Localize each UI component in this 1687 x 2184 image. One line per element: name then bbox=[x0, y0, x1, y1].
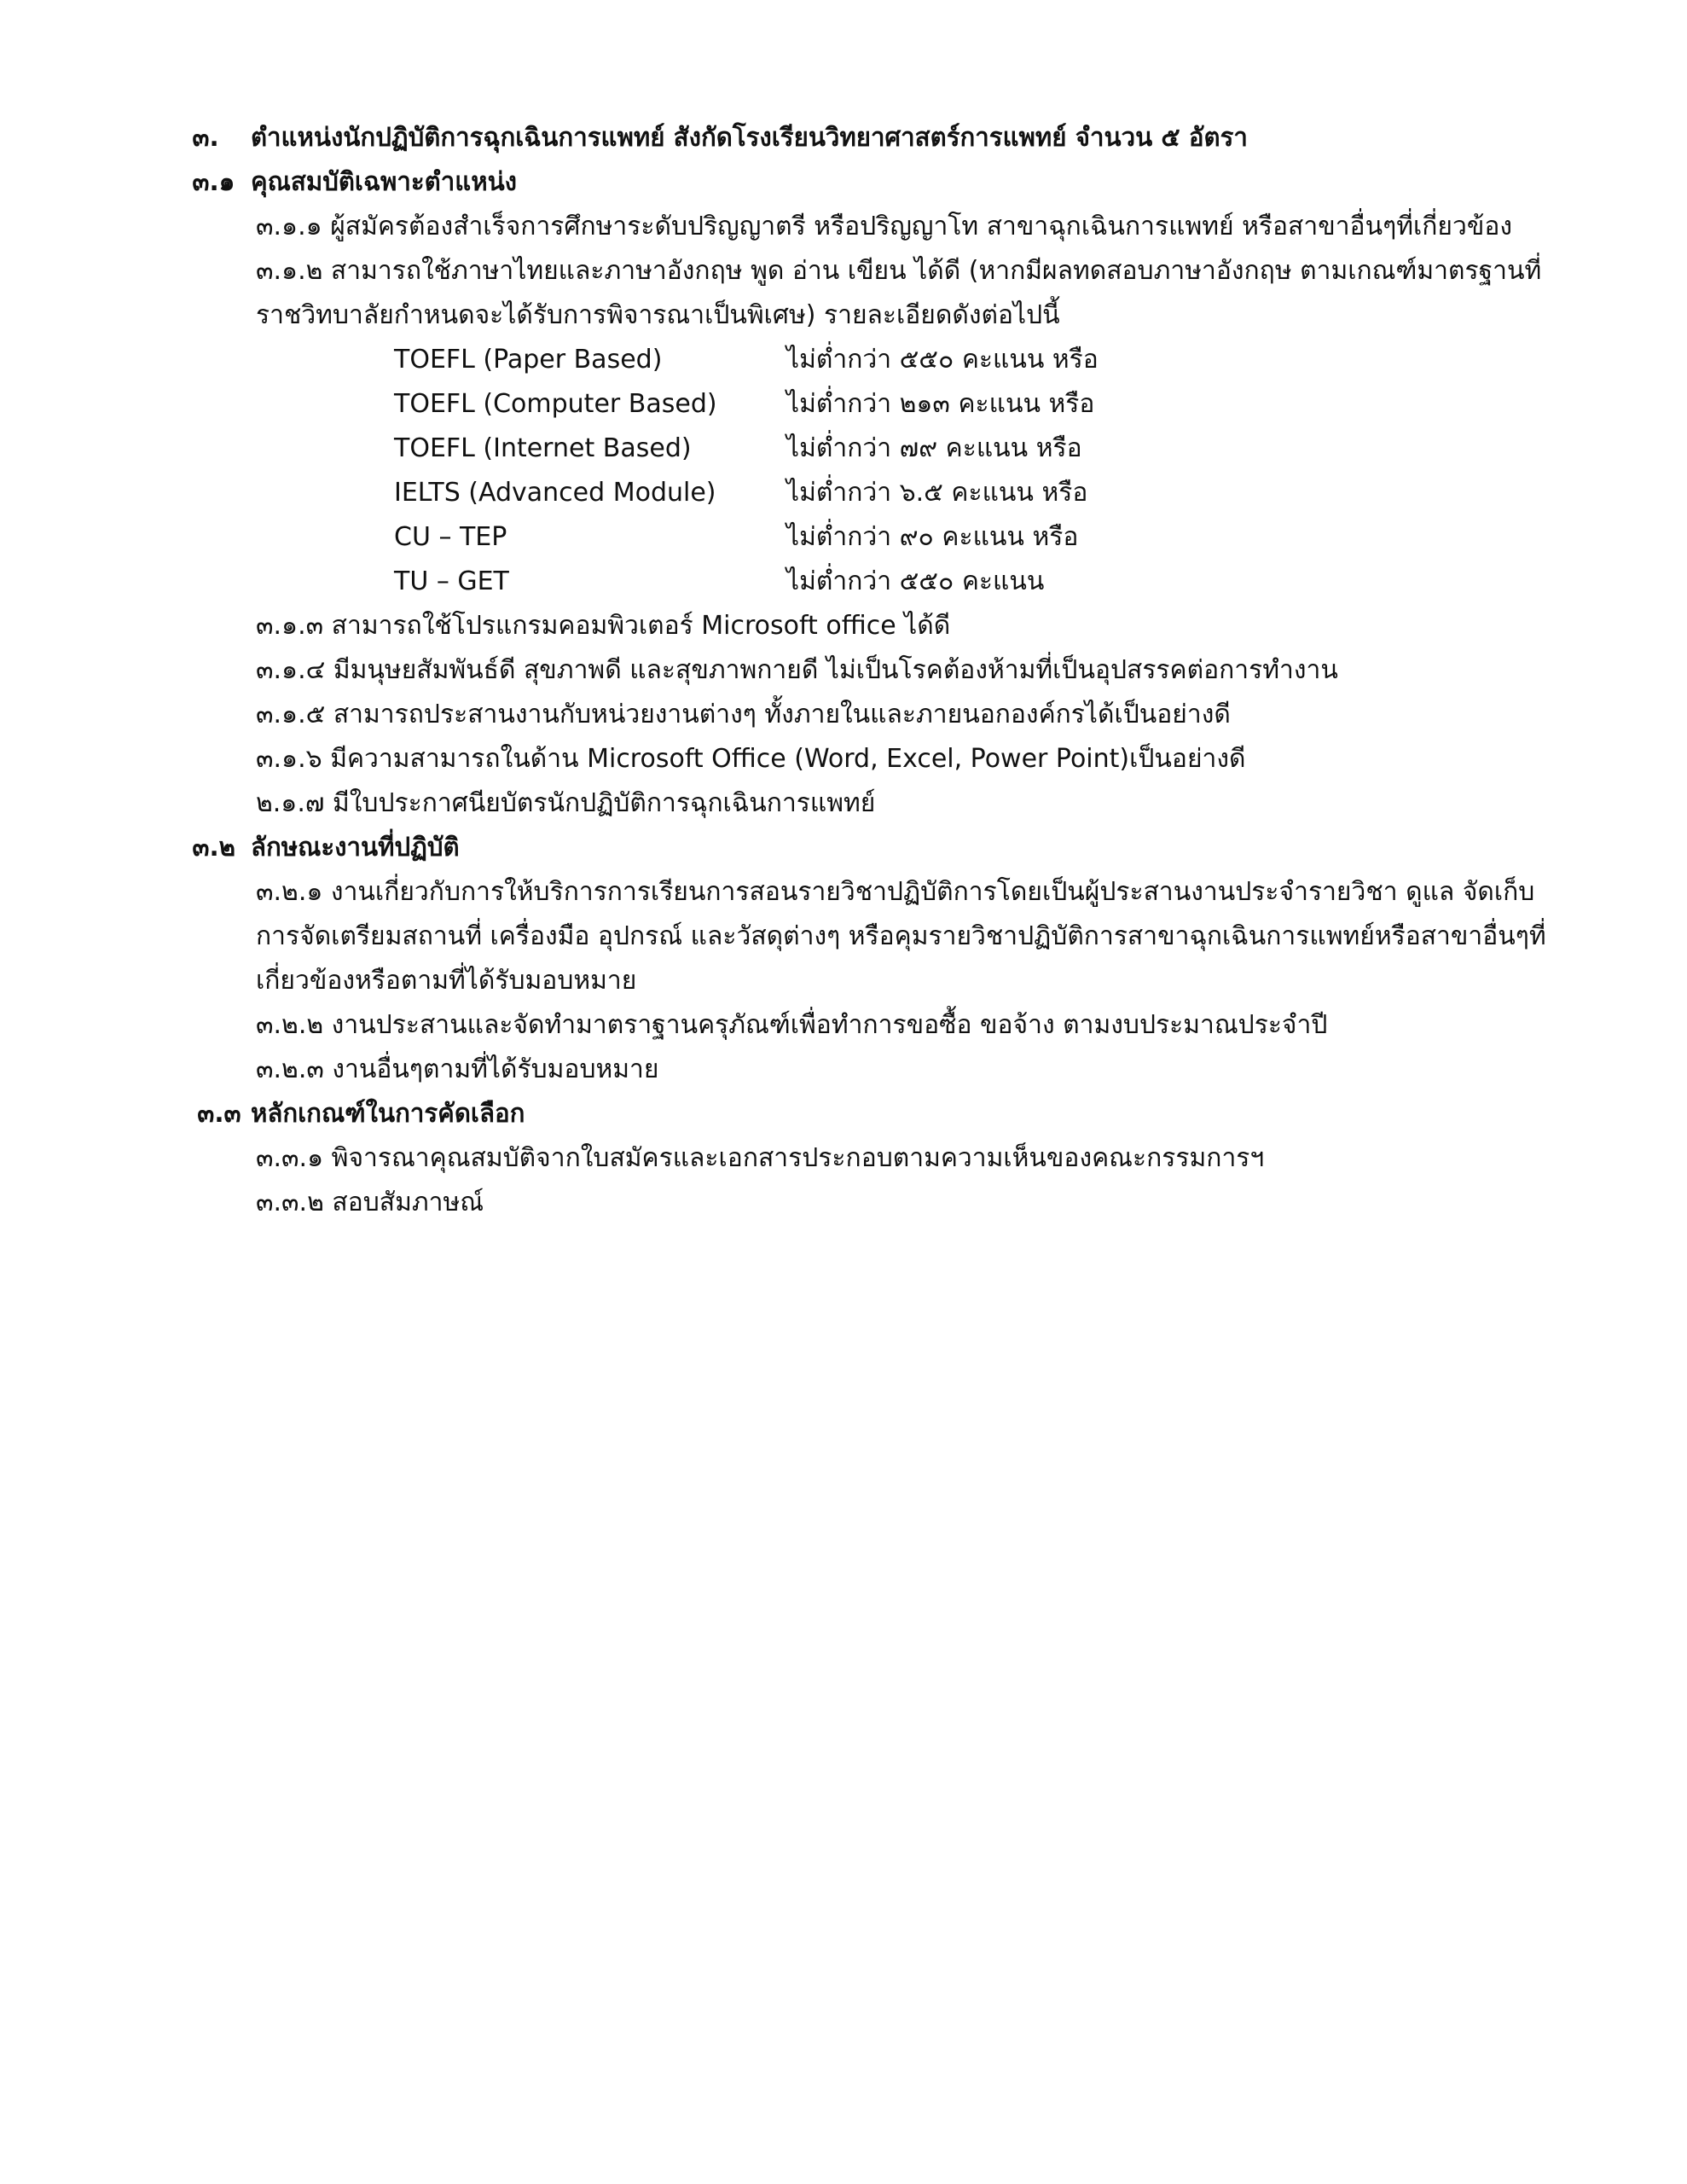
score-requirement: ไม่ต่ำกว่า ๖.๕ คะแนน หรือ bbox=[786, 478, 1088, 508]
subsection-heading-qualifications bbox=[0, 166, 1653, 200]
list-item: ๓.๒.๑ งานเกี่ยวกับการให้บริการการเรียนการสอนรายวิชาปฏิบัติการโดยเป็นผู้ประสานงานประจำรายวิชา ดูแล จัดเก็บ bbox=[256, 877, 1535, 907]
list-item: ๓.๑.๒ สามารถใช้ภาษาไทยและภาษาอังกฤษ พูด อ่าน เขียน ได้ดี (หากมีผลทดสอบภาษาอังกฤษ ตามเกณฑ์มาตรฐานที่ bbox=[256, 256, 1542, 286]
subsection-heading-criteria bbox=[0, 1097, 1653, 1131]
section-heading bbox=[0, 121, 1653, 155]
list-item: ๒.๑.๗ มีใบประกาศนียบัตรนักปฏิบัติการฉุกเฉินการแพทย์ bbox=[256, 788, 876, 818]
list-item: ๓.๑.๓ สามารถใช้โปรแกรมคอมพิวเตอร์ Microsoft office ได้ดี bbox=[256, 611, 951, 641]
list-item-continuation: เกี่ยวข้องหรือตามที่ได้รับมอบหมาย bbox=[256, 966, 637, 996]
list-item: ๓.๑.๔ มีมนุษยสัมพันธ์ดี สุขภาพดี และสุขภาพกายดี ไม่เป็นโรคต้องห้ามที่เป็นอุปสรรคต่อการทำงาน bbox=[256, 655, 1338, 685]
score-requirement: ไม่ต่ำกว่า ๒๑๓ คะแนน หรือ bbox=[786, 389, 1095, 419]
score-test: TOEFL (Paper Based) bbox=[394, 345, 663, 375]
list-item: ๓.๑.๕ สามารถประสานงานกับหน่วยงานต่างๆ ทั้งภายในและภายนอกองค์กรได้เป็นอย่างดี bbox=[256, 700, 1231, 729]
list-item-continuation: ราชวิทบาลัยกำหนดจะได้รับการพิจารณาเป็นพิเศษ) รายละเอียดดังต่อไปนี้ bbox=[256, 300, 1060, 330]
section-number: ๓. bbox=[192, 123, 219, 153]
subsection-heading-duties bbox=[0, 831, 1653, 865]
score-test: TOEFL (Computer Based) bbox=[394, 389, 717, 419]
list-item: ๓.๑.๑ ผู้สมัครต้องสำเร็จการศึกษาระดับปริญญาตรี หรือปริญญาโท สาขาฉุกเฉินการแพทย์ หรือสาขาอื่นๆที่เกี่ยวข้อง bbox=[256, 212, 1512, 241]
score-requirement: ไม่ต่ำกว่า ๗๙ คะแนน หรือ bbox=[786, 433, 1082, 463]
subsection-number: ๓.๒ bbox=[192, 833, 235, 863]
score-test: CU – TEP bbox=[394, 522, 507, 552]
subsection-title: ลักษณะงานที่ปฏิบัติ bbox=[250, 833, 460, 863]
score-requirement: ไม่ต่ำกว่า ๙๐ คะแนน หรือ bbox=[786, 522, 1079, 552]
section-title: ตำแหน่งนักปฏิบัติการฉุกเฉินการแพทย์ สังกัดโรงเรียนวิทยาศาสตร์การแพทย์ จำนวน ๕ อัตรา bbox=[250, 123, 1248, 153]
score-test: TU – GET bbox=[394, 566, 509, 596]
list-item-continuation: การจัดเตรียมสถานที่ เครื่องมือ อุปกรณ์ และวัสดุต่างๆ หรือคุมรายวิชาปฏิบัติการสาขาฉุกเฉินการแพทย์หรือสาขาอื่นๆที่ bbox=[256, 921, 1546, 951]
list-item: ๓.๒.๓ งานอื่นๆตามที่ได้รับมอบหมาย bbox=[256, 1054, 659, 1084]
score-requirement: ไม่ต่ำกว่า ๕๕๐ คะแนน bbox=[786, 566, 1045, 596]
subsection-number: ๓.๑ bbox=[192, 167, 235, 197]
subsection-number: ๓.๓ bbox=[197, 1099, 241, 1129]
list-item: ๓.๑.๖ มีความสามารถในด้าน Microsoft Office (Word, Excel, Power Point)เป็นอย่างดี bbox=[256, 744, 1246, 774]
list-item: ๓.๒.๒ งานประสานและจัดทำมาตราฐานครุภัณฑ์เพื่อทำการขอซื้อ ขอจ้าง ตามงบประมาณประจำปี bbox=[256, 1010, 1328, 1040]
subsection-title: หลักเกณฑ์ในการคัดเลือก bbox=[250, 1099, 525, 1129]
score-requirement: ไม่ต่ำกว่า ๕๕๐ คะแนน หรือ bbox=[786, 345, 1099, 375]
list-item: ๓.๓.๒ สอบสัมภาษณ์ bbox=[256, 1188, 484, 1217]
score-test: IELTS (Advanced Module) bbox=[394, 478, 716, 508]
list-item: ๓.๓.๑ พิจารณาคุณสมบัติจากใบสมัครและเอกสารประกอบตามความเห็นของคณะกรรมการฯ bbox=[256, 1143, 1265, 1173]
subsection-title: คุณสมบัติเฉพาะตำแหน่ง bbox=[250, 167, 518, 197]
score-test: TOEFL (Internet Based) bbox=[394, 433, 692, 463]
